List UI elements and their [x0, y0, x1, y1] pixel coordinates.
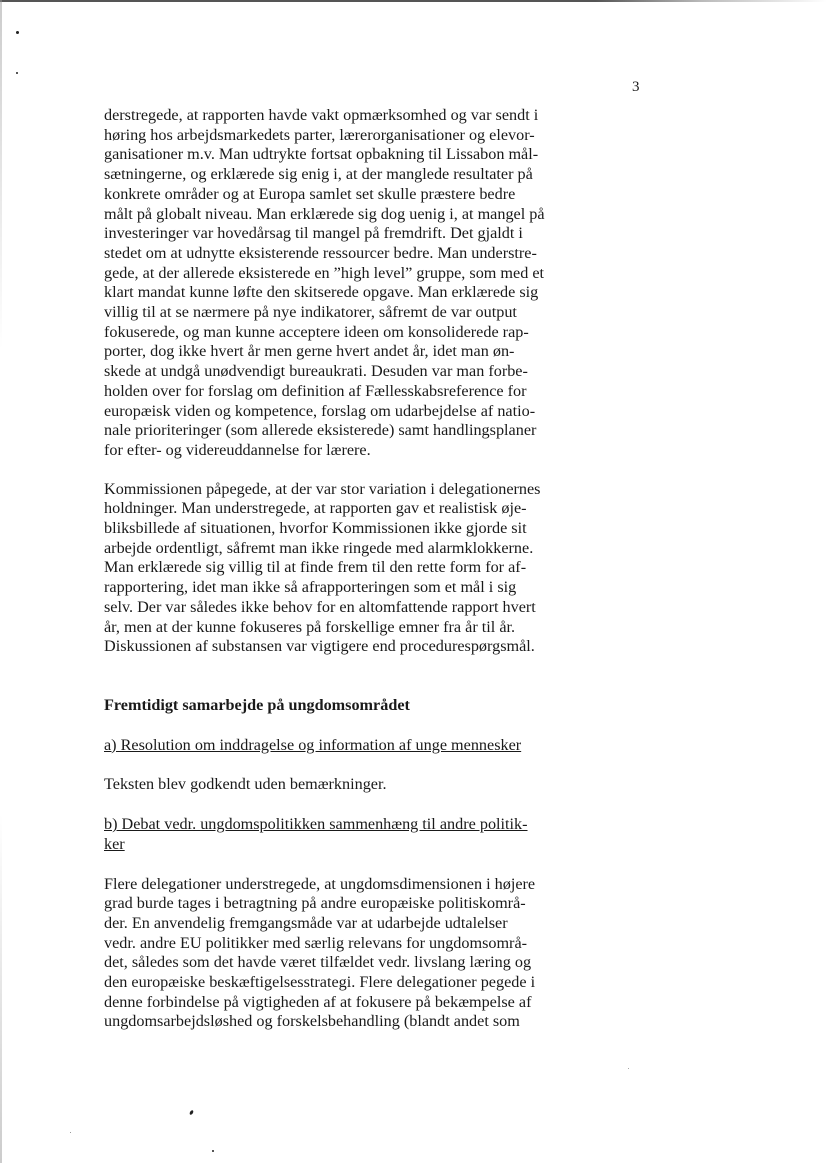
text-line: grad burde tages i betragtning på andre europæiske politiskområ-	[104, 894, 526, 913]
text-line: holden over for forslag om definition af Fællesskabsreference for	[104, 381, 527, 400]
text-line: for efter- og videreuddannelse for lærere.	[104, 440, 371, 459]
text-line: b) Debat vedr. ungdomspolitikken sammenhæng til andre politik-	[104, 815, 528, 834]
paragraph-resolution-approved: Teksten blev godkendt uden bemærkninger.	[104, 775, 387, 794]
page-number: 3	[632, 79, 640, 95]
text-line: holdninger. Man understregede, at rapporten gav et realistisk øje-	[104, 499, 527, 518]
scan-left-edge	[0, 0, 2, 1163]
scan-speck	[212, 1150, 214, 1152]
scan-speck	[16, 31, 19, 34]
text-line: gede, at der allerede eksisterede en ”high level” gruppe, som med et	[104, 263, 545, 282]
text-line: målt på globalt niveau. Man erklærede sig dog uenig i, at mangel på	[104, 204, 545, 223]
text-line: den europæiske beskæftigelsesstrategi. Flere delegationer pegede i	[104, 973, 536, 992]
section-heading: Fremtidigt samarbejde på ungdomsområdet	[104, 695, 410, 714]
text-line: bliksbillede af situationen, hvorfor Kommissionen ikke gjorde sit	[104, 519, 527, 538]
text-line: arbejde ordentligt, såfremt man ikke ringede med alarmklokkerne.	[104, 538, 534, 557]
scan-speck	[16, 72, 18, 74]
text-line: villig til at se nærmere på nye indikatorer, såfremt de var output	[104, 303, 517, 322]
text-line: Kommissionen påpegede, at der var stor variation i delegationernes	[104, 479, 541, 498]
text-line: rapportering, idet man ikke så afrapporteringen som et mål i sig	[104, 578, 517, 597]
text-line: investeringer var hovedårsag til mangel på fremdrift. Det gjaldt i	[104, 224, 523, 243]
text-line: år, men at der kunne fokuseres på forskellige emner fra år til år.	[104, 617, 516, 636]
paragraph-commission-response	[104, 480, 582, 657]
text-line: sætningerne, og erklærede sig enig i, at der manglede resultater på	[104, 165, 533, 184]
text-line: ganisationer m.v. Man udtrykte fortsat opbakning til Lissabon mål-	[104, 145, 539, 164]
subsection-heading-a: a) Resolution om inddragelse og information af unge mennesker	[104, 735, 522, 754]
text-line: klart mandat kunne løfte den skitserede opgave. Man erklærede sig	[104, 283, 539, 302]
text-line: Flere delegationer understregede, at ungdomsdimensionen i højere	[104, 874, 536, 893]
text-line: stedet om at udnytte eksisterende ressourcer bedre. Man understre-	[104, 243, 537, 262]
text-line: det, således som det havde været tilfældet vedr. livslang læring og	[104, 953, 532, 972]
document-body	[104, 106, 582, 1032]
text-line: høring hos arbejdsmarkedets parter, lærerorganisationer og elevor-	[104, 125, 535, 144]
text-line: fokuserede, og man kunne acceptere ideen om konsoliderede rap-	[104, 322, 529, 341]
text-line: ungdomsarbejdsløshed og forskelsbehandling (blandt andet som	[104, 1012, 520, 1031]
text-line: denne forbindelse på vigtigheden af at fokusere på bekæmpelse af	[104, 992, 532, 1011]
subsection-heading-b	[104, 815, 582, 854]
text-line: vedr. andre EU politikker med særlig relevans for ungdomsområ-	[104, 933, 528, 952]
text-line: selv. Der var således ikke behov for en altomfattende rapport hvert	[104, 597, 536, 616]
paragraph-youth-dimension	[104, 875, 582, 1033]
text-line: der. En anvendelig fremgangsmåde var at udarbejde udtalelser	[104, 913, 508, 932]
paragraph-council-response	[104, 106, 582, 461]
scan-top-edge	[0, 0, 827, 2]
text-line: ker	[104, 834, 125, 853]
text-line: europæisk viden og kompetence, forslag om udarbejdelse af natio-	[104, 401, 536, 420]
text-line: Diskussionen af substansen var vigtigere end procedurespørgsmål.	[104, 637, 535, 656]
text-line: konkrete områder og at Europa samlet set skulle præstere bedre	[104, 184, 516, 203]
text-line: Man erklærede sig villig til at finde frem til den rette form for af-	[104, 558, 527, 577]
scan-speck	[628, 1068, 629, 1069]
text-line: porter, dog ikke hvert år men gerne hvert andet år, idet man øn-	[104, 342, 515, 361]
scan-speck	[70, 1132, 71, 1133]
text-line: nale prioriteringer (som allerede eksisterede) samt handlingsplaner	[104, 421, 537, 440]
text-line: derstregede, at rapporten havde vakt opmærksomhed og var sendt i	[104, 106, 539, 124]
scan-speck	[189, 1110, 194, 1116]
text-line: skede at undgå unødvendigt bureaukrati. Desuden var man forbe-	[104, 362, 528, 381]
